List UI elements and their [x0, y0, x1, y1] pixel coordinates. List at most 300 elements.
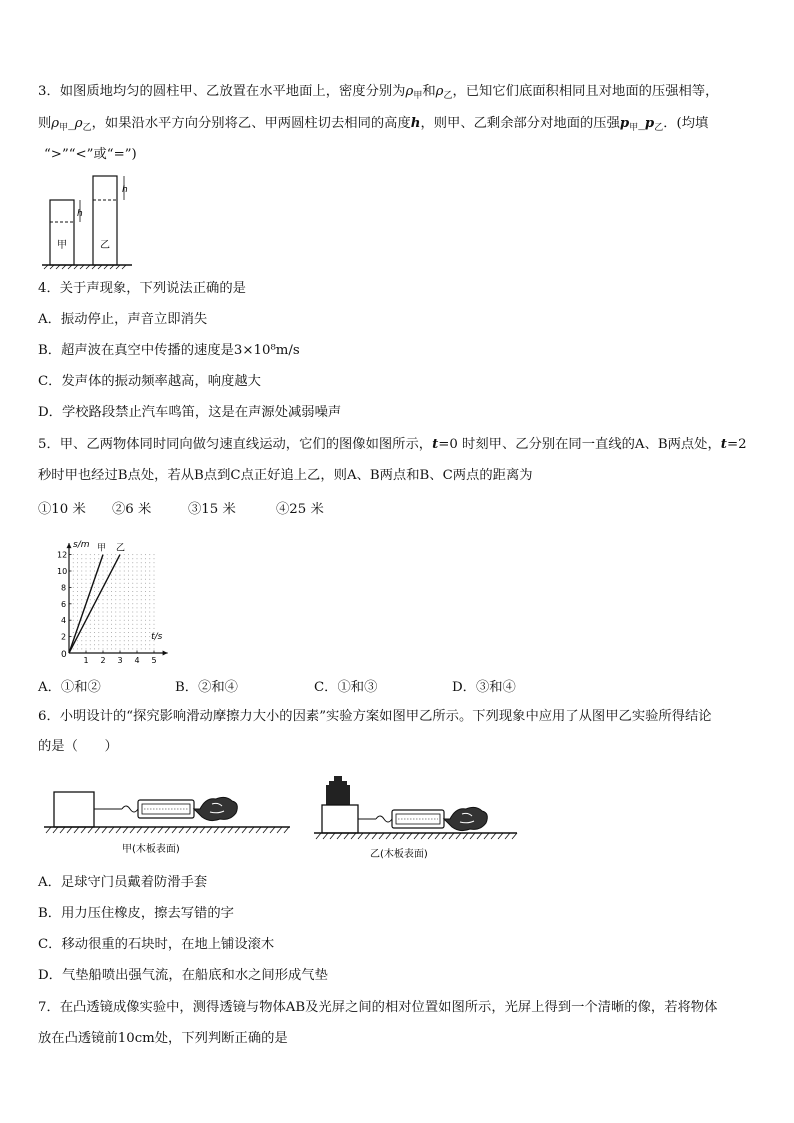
grid-dot [111, 644, 112, 645]
grid-dot [154, 562, 155, 563]
grid-dot [98, 579, 99, 580]
grid-dot [124, 607, 125, 608]
grid-dot [132, 583, 133, 584]
y-tick-label: 8 [61, 583, 67, 593]
grid-dot [90, 648, 91, 649]
grid-dot [141, 583, 142, 584]
grid-dot [111, 562, 112, 563]
grid-dot [115, 636, 116, 637]
grid-dot [90, 640, 91, 641]
grid-dot [98, 644, 99, 645]
grid-dot [81, 575, 82, 576]
grid-dot [132, 612, 133, 613]
grid-dot [132, 599, 133, 600]
q5-answer-c: C．①和③ [314, 680, 378, 695]
grid-dot [103, 636, 104, 637]
grid-dot [81, 624, 82, 625]
grid-dot [124, 640, 125, 641]
grid-dot [132, 587, 133, 588]
series-line-jia [69, 555, 103, 653]
grid-dot [103, 624, 104, 625]
grid-dot [111, 616, 112, 617]
grid-dot [124, 566, 125, 567]
grid-dot [124, 599, 125, 600]
grid-dot [94, 612, 95, 613]
grid-dot [124, 558, 125, 559]
grid-dot [111, 612, 112, 613]
grid-dot [132, 636, 133, 637]
grid-dot [81, 579, 82, 580]
grid-dot [137, 583, 138, 584]
grid-dot [111, 591, 112, 592]
grid-dot [107, 648, 108, 649]
grid-dot [98, 612, 99, 613]
grid-dot [115, 648, 116, 649]
grid-dot [154, 628, 155, 629]
grid-dot [124, 595, 125, 596]
grid-dot [103, 566, 104, 567]
grid-dot [137, 616, 138, 617]
grid-dot [103, 595, 104, 596]
grid-dot [149, 587, 150, 588]
grid-dot [73, 636, 74, 637]
grid-dot [141, 620, 142, 621]
grid-dot [145, 566, 146, 567]
grid-dot [81, 587, 82, 588]
x-tick-label: 2 [100, 656, 106, 665]
grid-dot [73, 579, 74, 580]
grid-dot [111, 587, 112, 588]
grid-dot [120, 603, 121, 604]
grid-dot [94, 632, 95, 633]
grid-dot [137, 620, 138, 621]
grid-dot [73, 603, 74, 604]
grid-dot [128, 558, 129, 559]
grid-dot [81, 558, 82, 559]
grid-dot [77, 648, 78, 649]
grid-dot [107, 644, 108, 645]
grid-dot [77, 587, 78, 588]
grid-dot [90, 579, 91, 580]
grid-dot [137, 636, 138, 637]
grid-dot [128, 636, 129, 637]
grid-dot [115, 620, 116, 621]
grid-dot [154, 612, 155, 613]
grid-dot [111, 554, 112, 555]
grid-dot [120, 583, 121, 584]
q4-option-a: A．振动停止，声音立即消失 [38, 312, 208, 327]
grid-dot [132, 624, 133, 625]
grid-dot [124, 562, 125, 563]
grid-dot [103, 591, 104, 592]
grid-dot [77, 591, 78, 592]
grid-dot [103, 558, 104, 559]
grid-dot [141, 566, 142, 567]
grid-dot [141, 587, 142, 588]
grid-dot [77, 640, 78, 641]
grid-dot [94, 595, 95, 596]
grid-dot [103, 607, 104, 608]
grid-dot [120, 640, 121, 641]
grid-dot [81, 603, 82, 604]
grid-dot [128, 579, 129, 580]
grid-dot [137, 571, 138, 572]
q5-st-graph [55, 530, 205, 668]
grid-dot [145, 575, 146, 576]
grid-dot [145, 648, 146, 649]
grid-dot [90, 636, 91, 637]
grid-dot [111, 640, 112, 641]
grid-dot [94, 566, 95, 567]
grid-dot [141, 640, 142, 641]
grid-dot [103, 612, 104, 613]
grid-dot [103, 616, 104, 617]
y-tick-label: 2 [61, 632, 67, 642]
grid-dot [115, 558, 116, 559]
grid-dot [73, 583, 74, 584]
grid-dot [128, 595, 129, 596]
grid-dot [149, 571, 150, 572]
grid-dot [124, 624, 125, 625]
grid-dot [137, 644, 138, 645]
grid-dot [128, 575, 129, 576]
grid-dot [120, 566, 121, 567]
grid-dot [111, 624, 112, 625]
grid-dot [86, 554, 87, 555]
grid-dot [107, 554, 108, 555]
q5-choice-2: ②6 米 [112, 502, 152, 517]
grid-dot [149, 566, 150, 567]
grid-dot [145, 562, 146, 563]
q5-line2: 秒时甲也经过B点处，若从B点到C点正好追上乙，则A、B两点和B、C两点的距离为 [38, 468, 533, 483]
spring-scale [122, 800, 194, 818]
grid-dot [103, 648, 104, 649]
grid-dot [115, 632, 116, 633]
grid-dot [111, 632, 112, 633]
grid-dot [145, 616, 146, 617]
grid-dot [107, 632, 108, 633]
grid-dot [107, 636, 108, 637]
grid-dot [81, 571, 82, 572]
grid-dot [141, 571, 142, 572]
grid-dot [154, 644, 155, 645]
grid-dot [137, 591, 138, 592]
grid-dot [94, 648, 95, 649]
x-tick-label: 4 [134, 656, 140, 665]
grid-dot [149, 591, 150, 592]
grid-dot [145, 599, 146, 600]
grid-dot [120, 616, 121, 617]
grid-dot [120, 599, 121, 600]
grid-dot [124, 616, 125, 617]
grid-dot [149, 612, 150, 613]
grid-dot [128, 566, 129, 567]
grid-dot [90, 620, 91, 621]
grid-dot [115, 612, 116, 613]
grid-dot [132, 571, 133, 572]
grid-dot [154, 648, 155, 649]
grid-dot [115, 595, 116, 596]
grid-dot [145, 607, 146, 608]
grid-dot [90, 632, 91, 633]
grid-dot [77, 624, 78, 625]
grid-dot [128, 554, 129, 555]
q4-option-b: B．超声波在真空中传播的速度是3×10⁸m/s [38, 343, 300, 358]
grid-dot [73, 566, 74, 567]
grid-dot [120, 571, 121, 572]
grid-dot [86, 599, 87, 600]
grid-dot [154, 575, 155, 576]
grid-dot [145, 644, 146, 645]
grid-dot [94, 620, 95, 621]
grid-dot [77, 644, 78, 645]
grid-dot [107, 562, 108, 563]
grid-dot [124, 603, 125, 604]
grid-dot [128, 583, 129, 584]
grid-dot [81, 612, 82, 613]
grid-dot [124, 632, 125, 633]
grid-dot [77, 558, 78, 559]
grid-dot [107, 607, 108, 608]
grid-dot [98, 603, 99, 604]
grid-dot [149, 599, 150, 600]
grid-dot [124, 612, 125, 613]
grid-dot [128, 603, 129, 604]
q5-answer-d: D．③和④ [452, 680, 516, 695]
q6-caption-yi: 乙(木板表面) [370, 849, 428, 860]
grid-dot [98, 571, 99, 572]
grid-dot [141, 575, 142, 576]
q5-line1: 5．甲、乙两物体同时同向做匀速直线运动，它们的图像如图所示，t=0 时刻甲、乙分别在同一直线的A、B两点处，t=2 [38, 437, 747, 452]
grid-dot [115, 566, 116, 567]
grid-dot [128, 607, 129, 608]
grid-dot [111, 599, 112, 600]
grid-dot [141, 612, 142, 613]
grid-dot [81, 632, 82, 633]
grid-dot [73, 562, 74, 563]
grid-dot [81, 599, 82, 600]
grid-dot [103, 575, 104, 576]
grid-dot [98, 636, 99, 637]
grid-dot [90, 558, 91, 559]
grid-dot [77, 575, 78, 576]
grid-dot [149, 636, 150, 637]
grid-dot [73, 554, 74, 555]
q6-caption-jia: 甲(木板表面) [122, 844, 180, 855]
grid-dot [90, 595, 91, 596]
grid-dot [98, 628, 99, 629]
grid-dot [81, 566, 82, 567]
q3-line1: 3．如图质地均匀的圆柱甲、乙放置在水平地面上，密度分别为$\rho_甲$和$\rho_乙$，已知它们底面积相同且对地面的压强相等， [38, 84, 719, 101]
grid-dot [94, 624, 95, 625]
grid-dot [94, 636, 95, 637]
grid-dot [124, 620, 125, 621]
grid-dot [81, 620, 82, 621]
q6-option-c: C．移动很重的石块时，在地上铺设滚木 [38, 937, 275, 952]
grid-dot [73, 599, 74, 600]
grid-dot [145, 595, 146, 596]
q6-option-b: B．用力压住橡皮，擦去写错的字 [38, 906, 234, 921]
grid-dot [132, 566, 133, 567]
grid-dot [111, 620, 112, 621]
grid-dot [145, 579, 146, 580]
ground-hatching [46, 827, 289, 833]
grid-dot [154, 566, 155, 567]
grid-dot [141, 554, 142, 555]
grid-dot [132, 595, 133, 596]
grid-dot [120, 632, 121, 633]
grid-dot [141, 595, 142, 596]
grid-dot [103, 571, 104, 572]
grid-dot [107, 616, 108, 617]
grid-dot [128, 562, 129, 563]
grid-dot [149, 603, 150, 604]
grid-dot [120, 628, 121, 629]
grid-dot [86, 628, 87, 629]
grid-dot [107, 640, 108, 641]
grid-dot [77, 612, 78, 613]
grid-dot [141, 616, 142, 617]
grid-dot [120, 575, 121, 576]
grid-dot [149, 632, 150, 633]
grid-dot [73, 591, 74, 592]
x-tick-label: 1 [83, 656, 89, 665]
grid-dot [77, 595, 78, 596]
grid-dot [111, 628, 112, 629]
grid-dot [124, 554, 125, 555]
grid-dot [73, 571, 74, 572]
grid-dot [86, 579, 87, 580]
grid-dot [103, 579, 104, 580]
grid-dot [107, 583, 108, 584]
grid-dot [86, 632, 87, 633]
grid-dot [115, 587, 116, 588]
grid-dot [115, 644, 116, 645]
grid-dot [98, 554, 99, 555]
grid-dot [149, 648, 150, 649]
grid-dot [77, 616, 78, 617]
grid-dot [94, 554, 95, 555]
q5-choice-4: ④25 米 [276, 502, 324, 517]
grid-dot [73, 607, 74, 608]
grid-dot [132, 603, 133, 604]
grid-dot [111, 648, 112, 649]
grid-dot [120, 579, 121, 580]
ground-hatching [316, 833, 517, 839]
x-tick-label: 5 [151, 656, 157, 665]
grid-dot [128, 587, 129, 588]
grid-dot [90, 599, 91, 600]
grid-dot [107, 587, 108, 588]
chart-origin-label: 0 [61, 650, 67, 660]
q7-line2: 放在凸透镜前10cm处，下列判断正确的是 [38, 1031, 288, 1046]
grid-dot [73, 558, 74, 559]
grid-dot [90, 575, 91, 576]
grid-dot [154, 591, 155, 592]
grid-dot [154, 607, 155, 608]
grid-dot [149, 620, 150, 621]
q6-line1: 6．小明设计的“探究影响滑动摩擦力大小的因素”实验方案如图甲乙所示。下列现象中应用了从图甲乙实验所得结论 [38, 709, 712, 724]
y-tick-label: 12 [57, 550, 68, 560]
grid-dot [128, 644, 129, 645]
grid-dot [124, 591, 125, 592]
grid-dot [81, 591, 82, 592]
grid-dot [98, 583, 99, 584]
grid-dot [154, 579, 155, 580]
grid-dot [111, 558, 112, 559]
grid-dot [132, 616, 133, 617]
grid-dot [107, 612, 108, 613]
q6-line2: 的是（ ） [38, 739, 118, 754]
grid-dot [137, 603, 138, 604]
grid-dot [128, 628, 129, 629]
grid-dot [137, 624, 138, 625]
grid-dot [141, 599, 142, 600]
grid-dot [98, 599, 99, 600]
grid-dot [149, 640, 150, 641]
grid-dot [145, 612, 146, 613]
grid-dot [98, 575, 99, 576]
y-tick-label: 6 [61, 599, 67, 609]
grid-dot [77, 603, 78, 604]
grid-dot [107, 571, 108, 572]
grid-dot [107, 591, 108, 592]
grid-dot [86, 571, 87, 572]
grid-dot [154, 624, 155, 625]
grid-dot [137, 587, 138, 588]
q6-option-a: A．足球守门员戴着防滑手套 [38, 875, 208, 890]
grid-dot [137, 612, 138, 613]
grid-dot [94, 591, 95, 592]
grid-dot [115, 583, 116, 584]
grid-dot [149, 628, 150, 629]
grid-dot [115, 591, 116, 592]
x-tick-label: 3 [117, 656, 123, 665]
grid-dot [111, 579, 112, 580]
grid-dot [145, 583, 146, 584]
grid-dot [128, 624, 129, 625]
grid-dot [73, 587, 74, 588]
grid-dot [141, 558, 142, 559]
q5-choice-1: ①10 米 [38, 502, 86, 517]
grid-dot [120, 620, 121, 621]
grid-dot [90, 624, 91, 625]
grid-dot [154, 620, 155, 621]
grid-dot [137, 562, 138, 563]
grid-dot [132, 632, 133, 633]
grid-dot [103, 632, 104, 633]
q4-option-d: D．学校路段禁止汽车鸣笛，这是在声源处减弱噪声 [38, 405, 342, 420]
grid-dot [81, 562, 82, 563]
grid-dot [94, 599, 95, 600]
series-label-jia: 甲 [97, 543, 107, 554]
grid-dot [154, 583, 155, 584]
grid-dot [107, 558, 108, 559]
grid-dot [128, 648, 129, 649]
grid-dot [81, 648, 82, 649]
grid-dot [132, 628, 133, 629]
grid-dot [107, 628, 108, 629]
grid-dot [132, 591, 133, 592]
grid-dot [120, 644, 121, 645]
grid-dot [149, 607, 150, 608]
grid-dot [120, 591, 121, 592]
grid-dot [124, 644, 125, 645]
grid-dot [141, 632, 142, 633]
grid-dot [94, 644, 95, 645]
grid-dot [128, 616, 129, 617]
grid-dot [103, 644, 104, 645]
